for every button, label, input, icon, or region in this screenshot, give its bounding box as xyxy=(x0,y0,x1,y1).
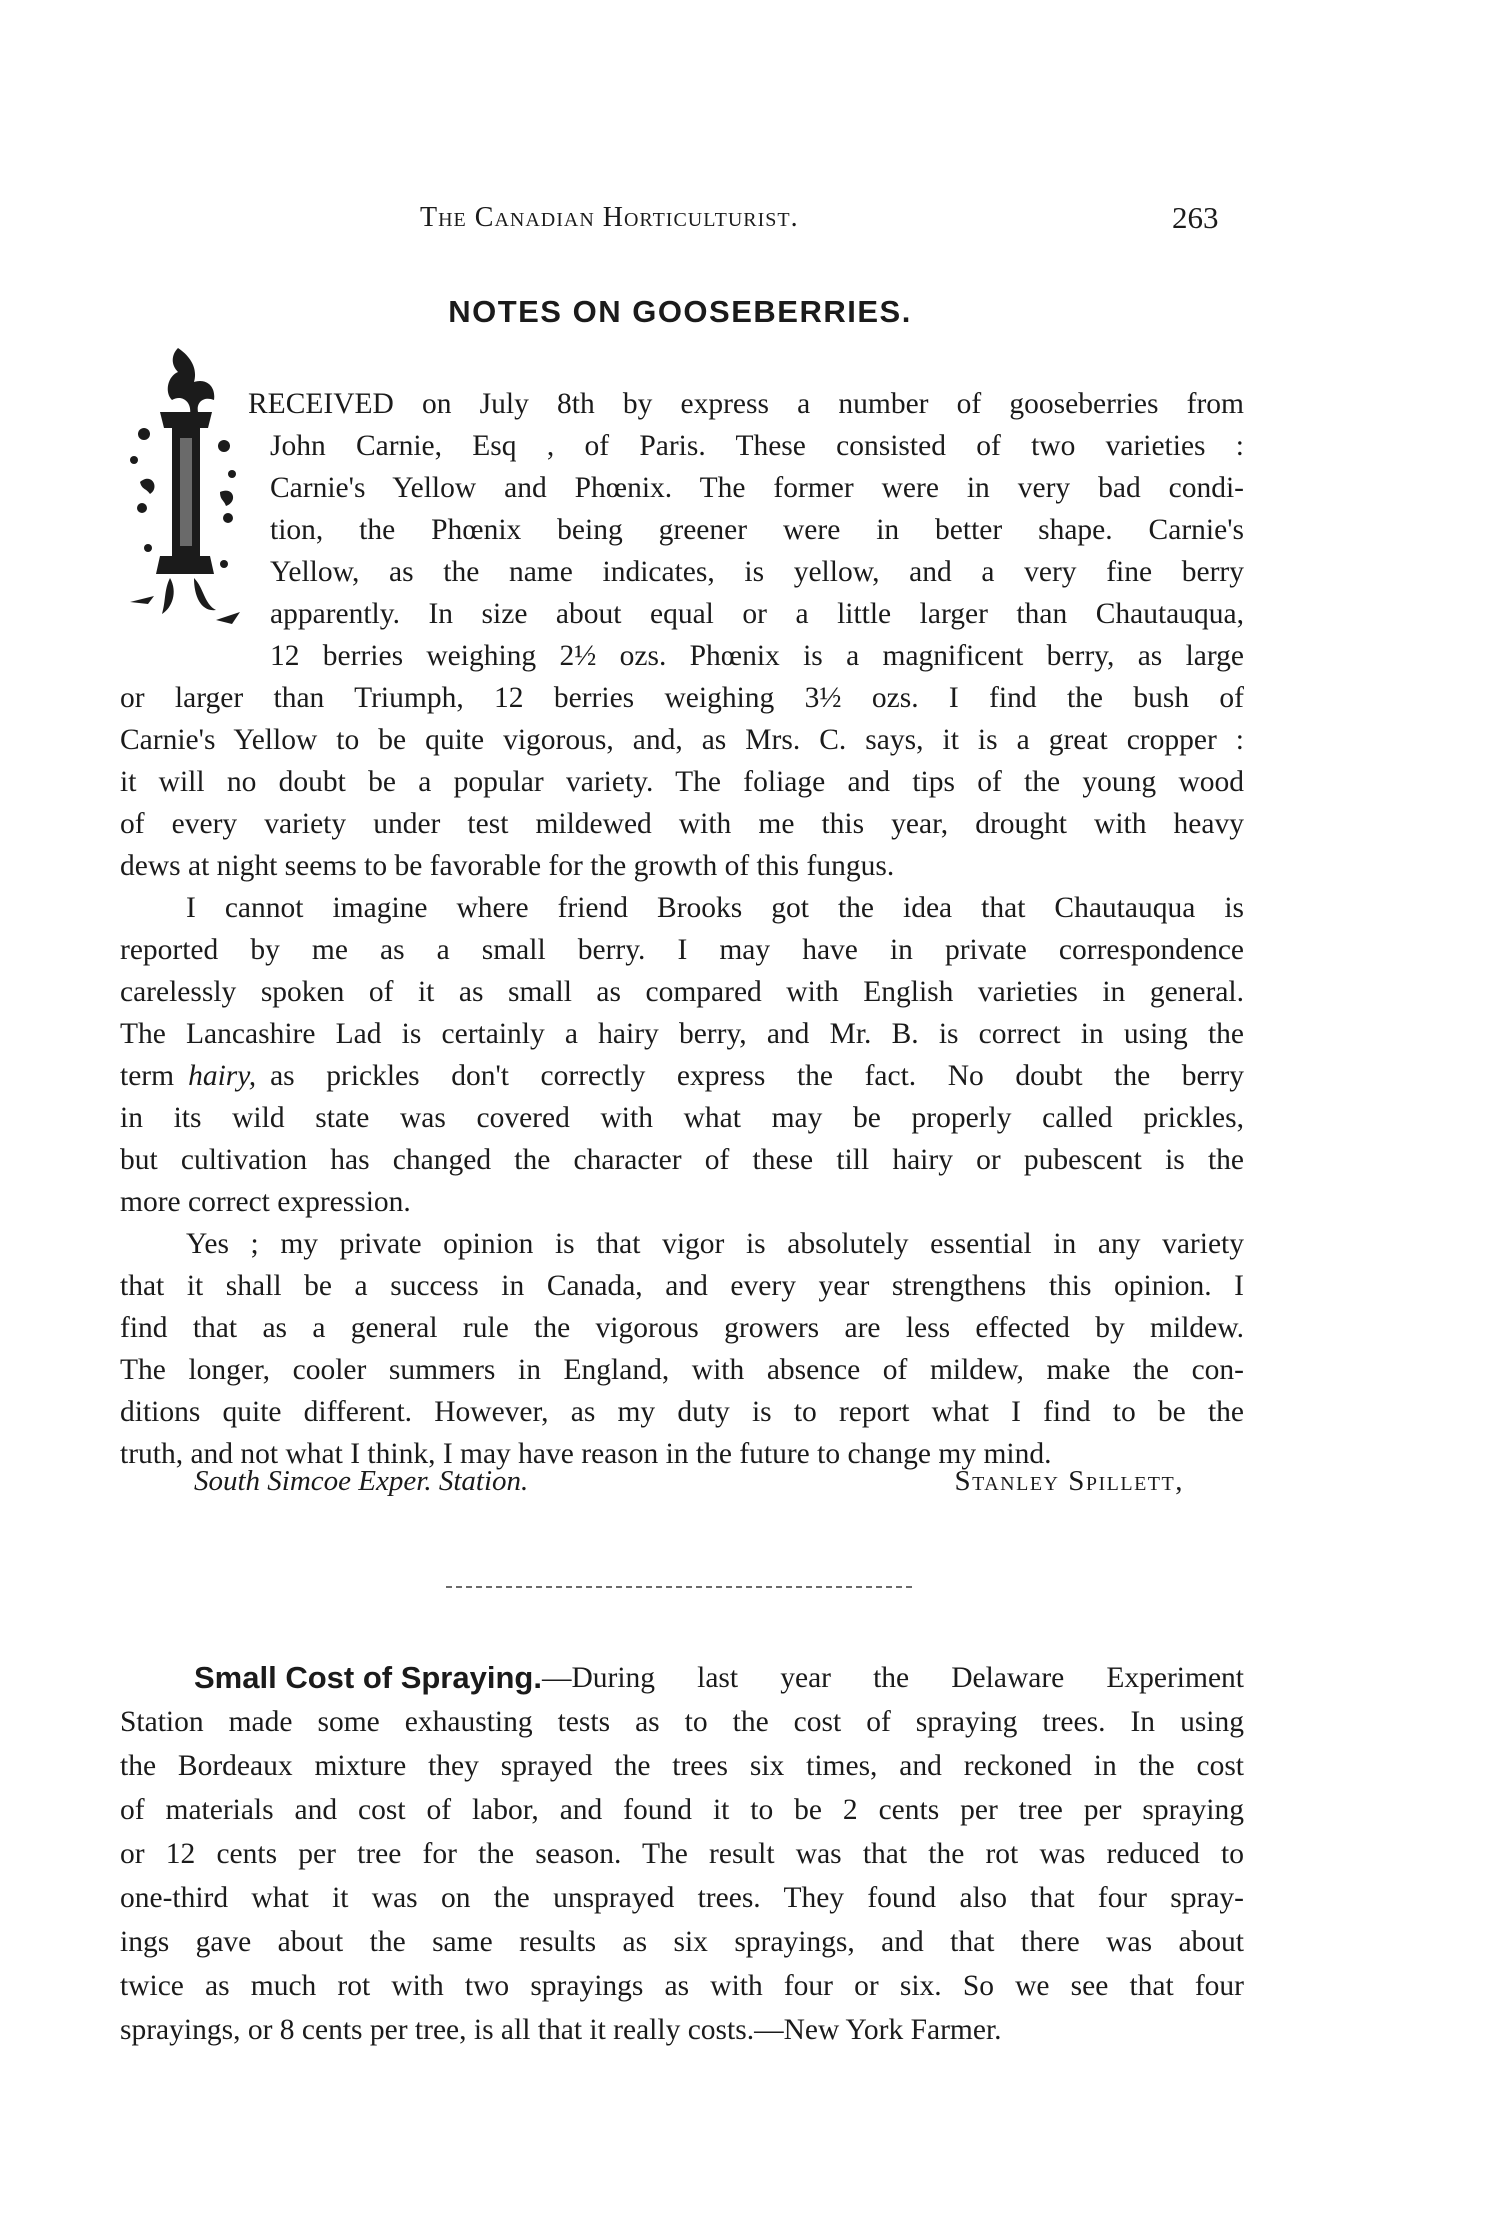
section-divider xyxy=(446,1586,912,1588)
body-line: one-third what it was on the unsprayed trees. They found also that four spray- xyxy=(120,1882,1244,1914)
body-line-rest: —During last year the Delaware Experiment xyxy=(541,1662,1244,1694)
body-line: of every variety under test mildewed with me this year, drought with heavy xyxy=(120,808,1244,840)
term-prefix: term xyxy=(120,1060,175,1092)
body-line: John Carnie, Esq , of Paris. These consisted of two varieties : xyxy=(270,430,1244,462)
body-line: apparently. In size about equal or a little larger than Chautauqua, xyxy=(270,598,1244,630)
page-number: 263 xyxy=(1172,200,1219,235)
body-line: more correct expression. xyxy=(120,1186,411,1218)
author-name: Stanley Spillett, xyxy=(954,1465,1184,1497)
body-line: Carnie's Yellow and Phœnix. The former were in very bad condi- xyxy=(270,472,1244,504)
body-line: twice as much rot with two sprayings as with four or six. So we see that four xyxy=(120,1970,1244,2002)
running-head: The Canadian Horticulturist. xyxy=(420,202,799,233)
body-line: Yes ; my private opinion is that vigor is absolutely essential in any variety xyxy=(186,1228,1244,1260)
body-line: Station made some exhausting tests as to the cost of spraying trees. In using xyxy=(120,1706,1244,1738)
body-line: ditions quite different. However, as my duty is to report what I find to be the xyxy=(120,1396,1244,1428)
body-line: of materials and cost of labor, and found it to be 2 cents per tree per spraying xyxy=(120,1794,1244,1826)
article-title: NOTES ON GOOSEBERRIES. xyxy=(448,294,912,329)
body-line: RECEIVED on July 8th by express a number of gooseberries from xyxy=(248,388,1244,420)
body-line: sprayings, or 8 cents per tree, is all that it really costs.—New York Farmer. xyxy=(120,2014,1002,2046)
run-in-title: Small Cost of Spraying. xyxy=(194,1660,542,1695)
body-line: I cannot imagine where friend Brooks got the idea that Chautauqua is xyxy=(186,892,1244,924)
term-italic: hairy, xyxy=(188,1060,257,1092)
body-line: Carnie's Yellow to be quite vigorous, and, as Mrs. C. says, it is a great cropper : xyxy=(120,724,1244,756)
ornamental-dropcap-icon xyxy=(120,342,244,632)
body-line: The Lancashire Lad is certainly a hairy berry, and Mr. B. is correct in using the xyxy=(120,1018,1244,1050)
body-line: or 12 cents per tree for the season. The result was that the rot was reduced to xyxy=(120,1838,1244,1870)
station-name: South Simcoe Exper. Station. xyxy=(194,1465,529,1497)
body-line-rest: as prickles don't correctly express the fact. No doubt the berry xyxy=(270,1060,1244,1092)
body-line: Yellow, as the name indicates, is yellow, and a very fine berry xyxy=(270,556,1244,588)
body-line: the Bordeaux mixture they sprayed the trees six times, and reckoned in the cost xyxy=(120,1750,1244,1782)
body-line: carelessly spoken of it as small as compared with English varieties in general. xyxy=(120,976,1244,1008)
body-line: reported by me as a small berry. I may have in private correspondence xyxy=(120,934,1244,966)
body-line-with-run-in xyxy=(194,1656,1244,1700)
body-line: it will no doubt be a popular variety. The foliage and tips of the young wood xyxy=(120,766,1244,798)
body-line: The longer, cooler summers in England, with absence of mildew, make the con- xyxy=(120,1354,1244,1386)
body-line: or larger than Triumph, 12 berries weighing 3½ ozs. I find the bush of xyxy=(120,682,1244,714)
body-line: ings gave about the same results as six sprayings, and that there was about xyxy=(120,1926,1244,1958)
body-line: in its wild state was covered with what may be properly called prickles, xyxy=(120,1102,1244,1134)
body-line: dews at night seems to be favorable for the growth of this fungus. xyxy=(120,850,895,882)
body-line: truth, and not what I think, I may have reason in the future to change my mind. xyxy=(120,1438,1052,1470)
body-line: find that as a general rule the vigorous growers are less effected by mildew. xyxy=(120,1312,1244,1344)
body-line-with-italic xyxy=(120,1054,1244,1098)
body-line: but cultivation has changed the character of these till hairy or pubescent is the xyxy=(120,1144,1244,1176)
body-line: that it shall be a success in Canada, and every year strengthens this opinion. I xyxy=(120,1270,1244,1302)
body-line: tion, the Phœnix being greener were in better shape. Carnie's xyxy=(270,514,1244,546)
body-line: 12 berries weighing 2½ ozs. Phœnix is a magnificent berry, as large xyxy=(270,640,1244,672)
